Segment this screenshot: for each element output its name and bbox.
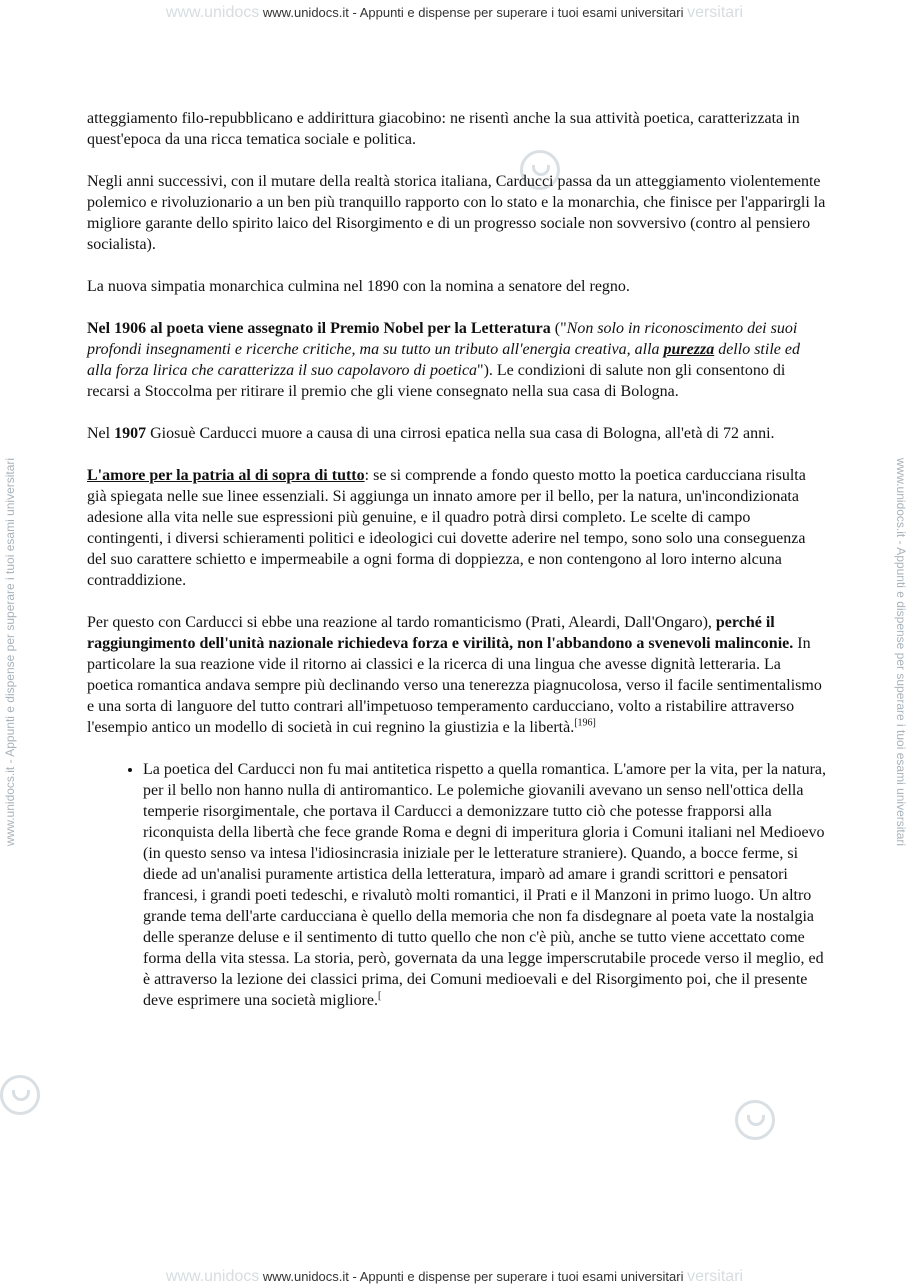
list-item [143,759,827,1011]
footnote-ref-196[interactable]: [196] [574,717,596,729]
motto-link[interactable]: L'amore per la patria al di sopra di tutto [87,467,365,484]
watermark-ghost-left: www.unidocs [165,1268,260,1285]
citation-part: Non solo in riconoscimento dei suoi profondi insegnamenti e ricerche critiche, ma su tutto un tributo all'energia creativa, alla [87,320,798,358]
unidocs-logo-icon [735,1100,775,1140]
unidocs-logo-icon [0,1075,40,1115]
watermark-footer [0,1268,909,1286]
purezza-link[interactable]: purezza [663,341,715,358]
paragraph-start: Per questo con Carducci si ebbe una reazione al tardo romanticismo (Prati, Aleardi, Dall'Ongaro), [87,614,716,631]
footnote-ref[interactable]: [ [378,990,382,1002]
watermark-ghost-left: www.unidocs [165,4,260,21]
paragraph-rest: "). Le condizioni di salute non gli consentono di recarsi a Stoccolma per ritirare il premio che gli viene consegnato nella sua casa di Bologna. [87,362,786,400]
watermark-header-text: www.unidocs.it - Appunti e dispense per superare i tuoi esami universitari [262,5,684,20]
watermark-ghost-right: versitari [687,4,744,21]
paragraph-start: Nel [87,425,115,442]
watermark-ghost-right: versitari [687,1268,744,1285]
watermark-side-right: www.unidocs.it - Appunti e dispense per superare i tuoi esami universitari [894,457,908,847]
death-year: 1907 [114,425,147,442]
bullet-list [87,759,827,1011]
document-body [87,108,827,1011]
paragraph-motto [87,465,827,591]
nobel-heading: Nel 1906 al poeta viene assegnato il Premio Nobel per la Letteratura [87,320,551,337]
reaction-bold: perché il raggiungimento dell'unità nazionale richiedeva forza e virilità, non l'abbandono a svenevoli malinconie. [87,614,794,652]
paragraph: Negli anni successivi, con il mutare della realtà storica italiana, Carducci passa da un atteggiamento violentemente polemico e rivoluzionario a un ben più tranquillo rapporto con lo stato e la monarchia, che finisce per l'apparirgli la migliore garante dello spirito laico del Risorgimento e di un progresso sociale non sovversivo (contro al pensiero socialista). [87,173,826,253]
watermark-header [0,4,909,22]
watermark-footer-text: www.unidocs.it - Appunti e dispense per superare i tuoi esami universitari [262,1269,684,1284]
paragraph: atteggiamento filo-repubblicano e addirittura giacobino: ne risentì anche la sua attività poetica, caratterizzata in quest'epoca da una ricca tematica sociale e politica. [87,110,800,148]
paragraph-rest: In particolare la sua reazione vide il ritorno ai classici e la ricerca di una lingua che avesse dignità letteraria. La poetica romantica andava sempre più declinando verso una tenerezza piagnucolosa, verso il facile sentimentalismo e una sorta di languore del tutto contrari all'impetuoso temperamento carducciano, volto a ristabilire attraverso l'esempio antico un modello di società in cui regnino la giustizia e la libertà. [87,635,822,736]
citation-part: dello stile ed alla forza lirica che caratterizza il suo capolavoro di poetica [87,341,800,379]
list-item-text: La poetica del Carducci non fu mai antitetica rispetto a quella romantica. L'amore per la vita, per la natura, per il bello non hanno nulla di antiromantico. Le polemiche giovanili avevano un senso nell'ottica della temperie risorgimentale, che portava il Carducci a demonizzare tutto ciò che potesse frapporsi alla riconquista della libertà che fece grande Roma e degni di imperitura gloria i Comuni italiani nel Medioevo (in questo senso va intesa l'idiosincrasia iniziale per le letterature straniere). Quando, a bocce ferme, si diede ad un'analisi puramente artistica della letteratura, imparò ad amare i grandi scrittori e pensatori francesi, i grandi poeti tedeschi, e rivalutò molti romantici, il Prati e il Manzoni in primo luogo. Un altro grande tema dell'arte carducciana è quello della memoria che non fa disdegnare al poeta vate la nostalgia delle speranze deluse e il sentimento di tutto quello che non c'è più, anche se tutto viene accettato come forma della vita stessa. La storia, però, governata da una legge imperscrutabile procede verso il meglio, ed è attraverso la lezione dei classici prima, dei Comuni medioevali e del Risorgimento poi, che il presente deve esprimere una società migliore. [143,761,827,1009]
paragraph-rest: : se si comprende a fondo questo motto la poetica carducciana risulta già spiegata nelle sue linee essenziali. Si aggiunga un innato amore per il bello, per la natura, un'incondizionata adesione alla vita nelle sue espressioni più genuine, e il quadro potrà dirsi completo. Le scelte di campo contingenti, i diversi schieramenti politici e ideologici cui dovette aderire nel tempo, sono solo una conseguenza del suo carattere schietto e impermeabile a ogni forma di doppiezza, e non contengono al loro interno alcuna contraddizione. [87,467,806,589]
paragraph: La nuova simpatia monarchica culmina nel 1890 con la nomina a senatore del regno. [87,278,630,295]
paragraph-nobel [87,318,827,402]
paragraph-reaction [87,612,827,738]
paragraph-rest: Giosuè Carducci muore a causa di una cirrosi epatica nella sua casa di Bologna, all'età di 72 anni. [146,425,775,442]
quote-open: (" [550,320,567,337]
paragraph-death [87,423,827,444]
watermark-side-left: www.unidocs.it - Appunti e dispense per superare i tuoi esami universitari [3,457,17,847]
